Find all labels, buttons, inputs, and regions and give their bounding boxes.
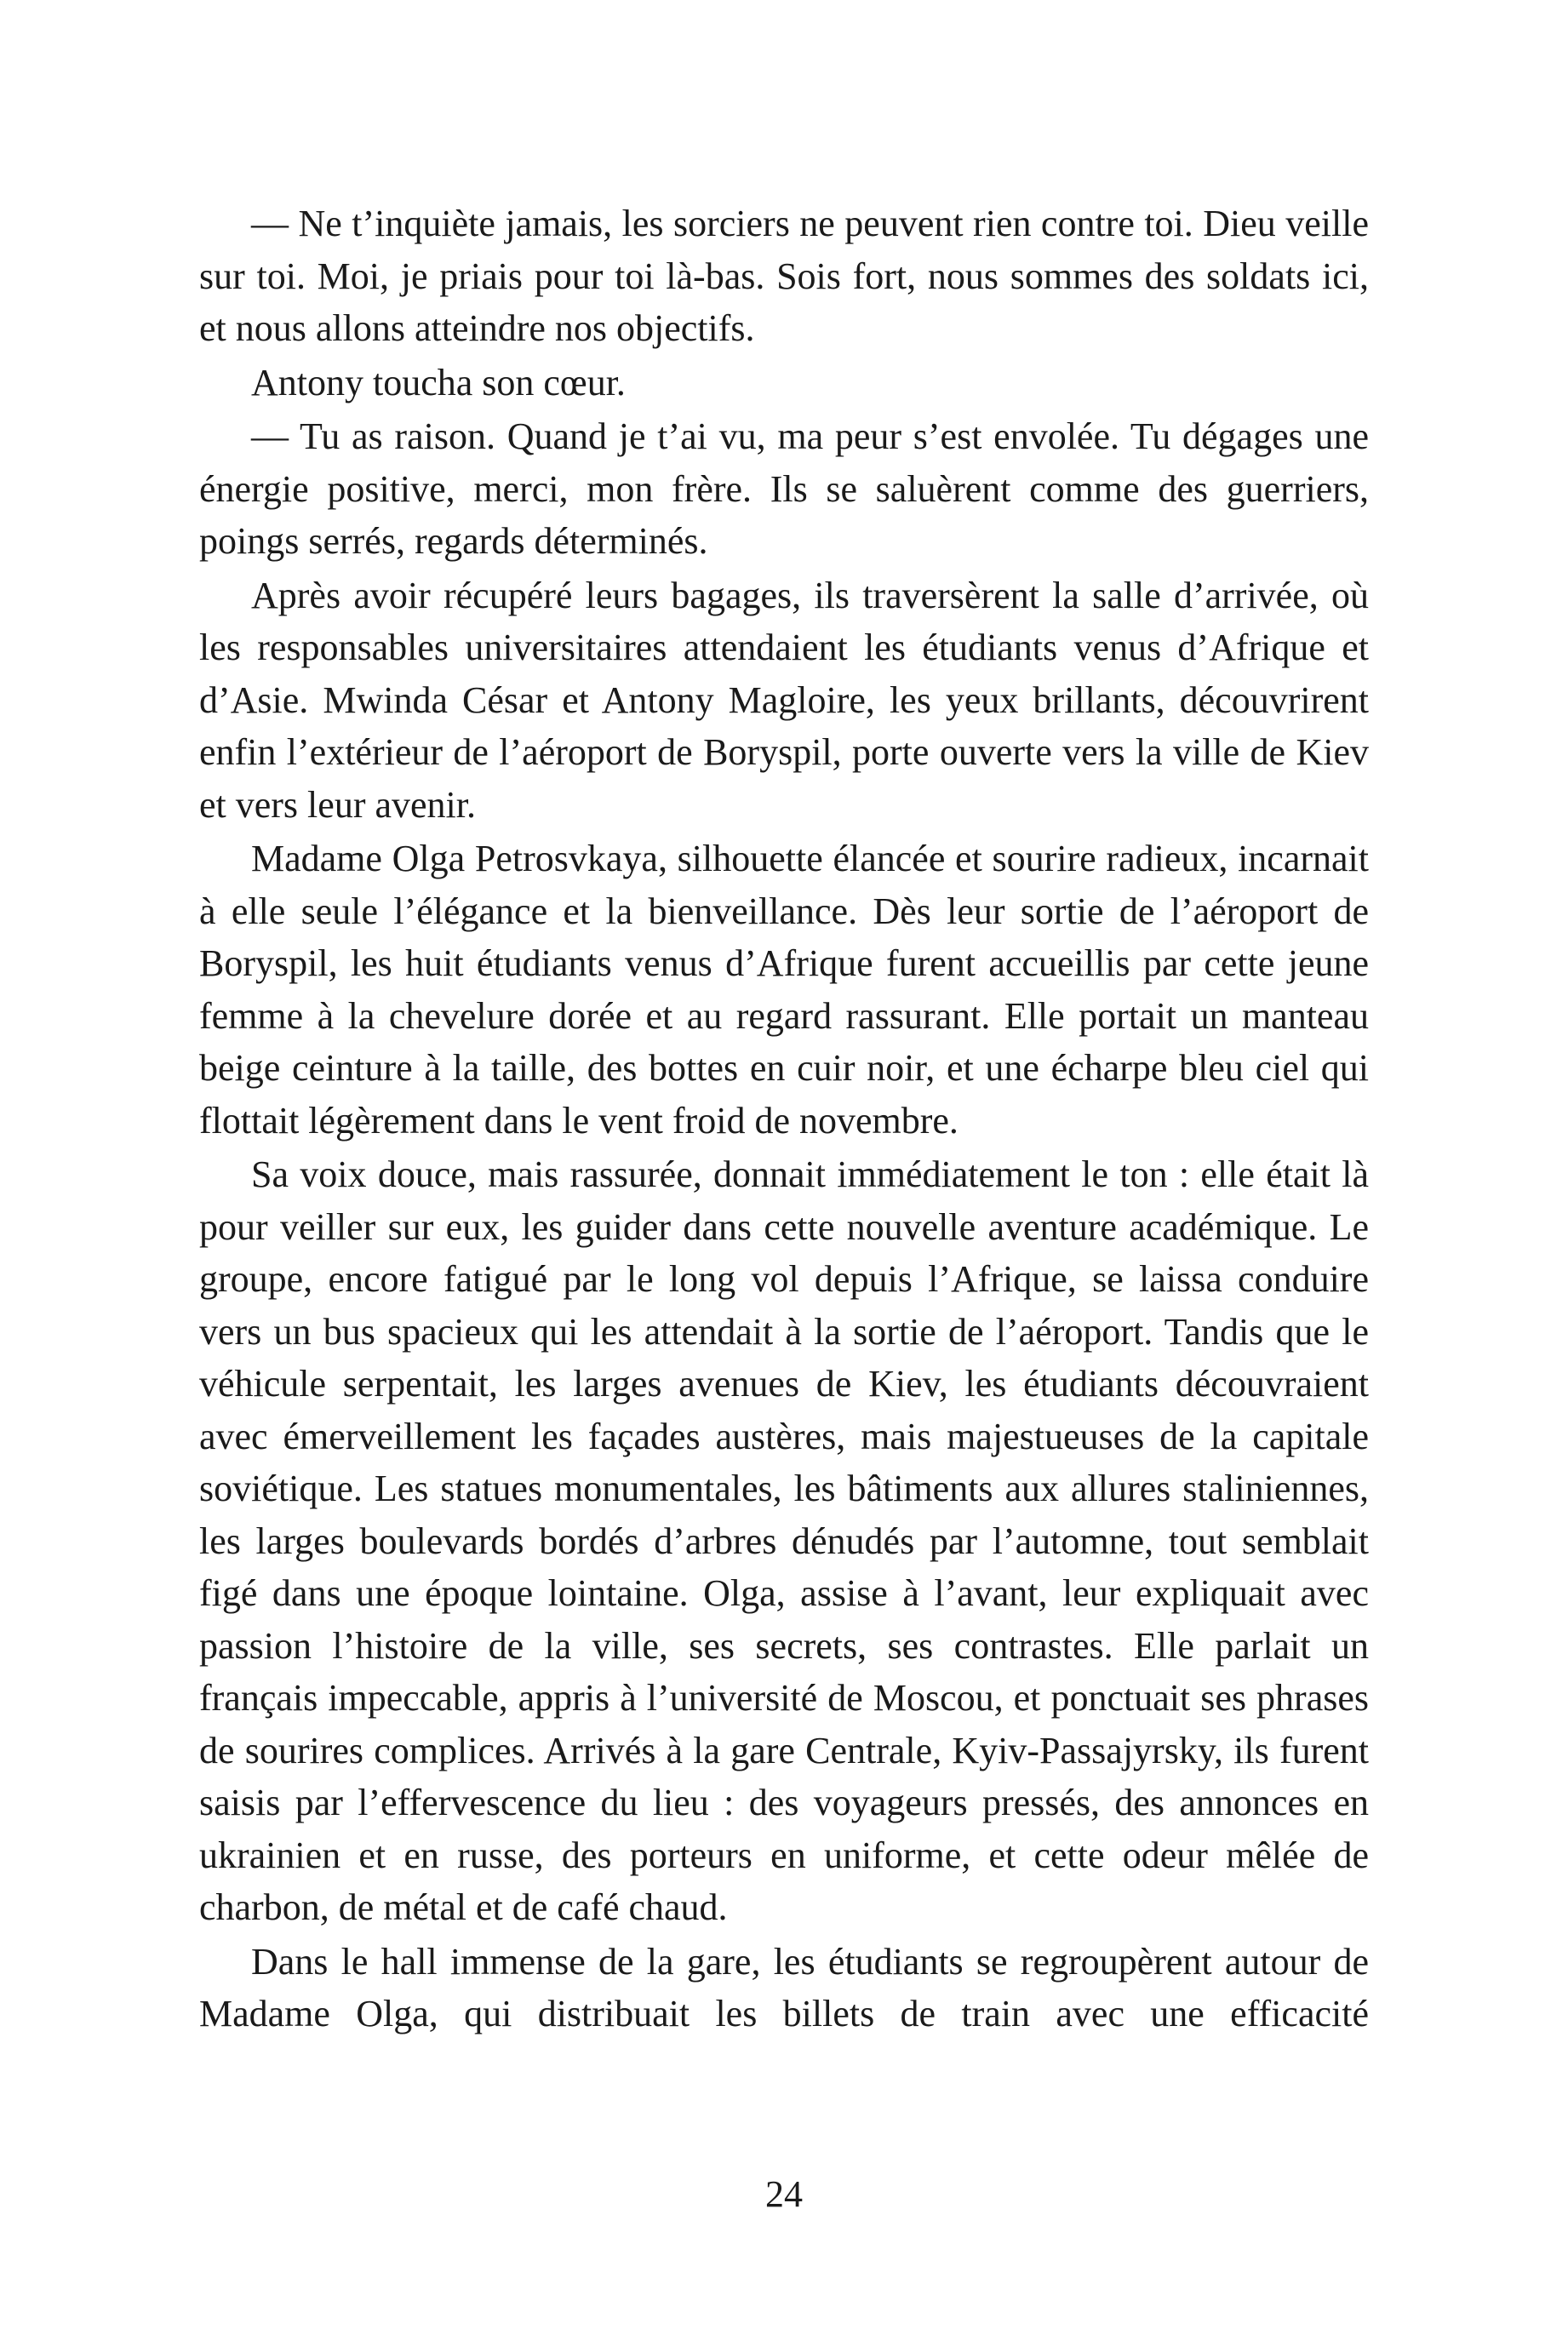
paragraph-4: Après avoir récupéré leurs bagages, ils traversèrent la salle d’arrivée, où les responsables universitaires attendaient les étudiants venus d’Afrique et d’Asie. Mwinda César et Antony Magloire, les yeux brillants, découvrirent enfin l’extérieur de l’aéroport de Boryspil, porte ouverte vers la ville de Kiev et vers leur avenir. [199,574,1369,826]
paragraph-6: Sa voix douce, mais rassurée, donnait immédiatement le ton : elle était là pour veiller sur eux, les guider dans cette nouvelle aventure académique. Le groupe, encore fatigué par le long vol depuis l’Afrique, se laissa conduire vers un bus spacieux qui les attendait à la sortie de l’aéroport. Tandis que le véhicule serpentait, les larges avenues de Kiev, les étudiants découvraient avec émerveillement les façades austères, mais majestueuses de la capitale soviétique. Les statues monumentales, les bâtiments aux allures staliniennes, les larges boulevards bordés d’arbres dénudés par l’automne, tout semblait figé dans une époque lointaine. Olga, assise à l’avant, leur expliquait avec passion l’histoire de la ville, ses secrets, ses contrastes. Elle parlait un français impeccable, appris à l’université de Moscou, et ponctuait ses phrases de sourires complices. Arrivés à la gare Centrale, Kyiv-Passajyrsky, ils furent saisis par l’effervescence du lieu : des voyageurs pressés, des annonces en ukrainien et en russe, des porteurs en uniforme, et cette odeur mêlée de charbon, de métal et de café chaud. [199,1153,1369,1928]
paragraph-5: Madame Olga Petrosvkaya, silhouette élancée et sourire radieux, incarnait à elle seule l’élégance et la bienveillance. Dès leur sortie de l’aéroport de Boryspil, les huit étudiants venus d’Afrique furent accueillis par cette jeune femme à la chevelure dorée et au regard rassurant. Elle portait un manteau beige ceinture à la taille, des bottes en cuir noir, et une écharpe bleu ciel qui flottait légèrement dans le vent froid de novembre. [199,838,1369,1142]
paragraph-7: Dans le hall immense de la gare, les étudiants se regroupèrent autour de Madame Olga, qui distribuait les billets de train avec une efficacité [199,1940,1369,2034]
paragraph-1: — Ne t’inquiète jamais, les sorciers ne peuvent rien contre toi. Dieu veille sur toi. Moi, je priais pour toi là-bas. Sois fort, nous sommes des soldats ici, et nous allons atteindre nos objectifs. [199,203,1369,349]
paragraph-2: Antony toucha son cœur. [251,361,626,403]
body-text [199,197,1369,2042]
paragraph-3: — Tu as raison. Quand je t’ai vu, ma peur s’est envolée. Tu dégages une énergie positive, merci, mon frère. Ils se saluèrent comme des guerriers, poings serrés, regards déterminés. [199,415,1369,562]
page-number: 24 [765,2173,803,2215]
